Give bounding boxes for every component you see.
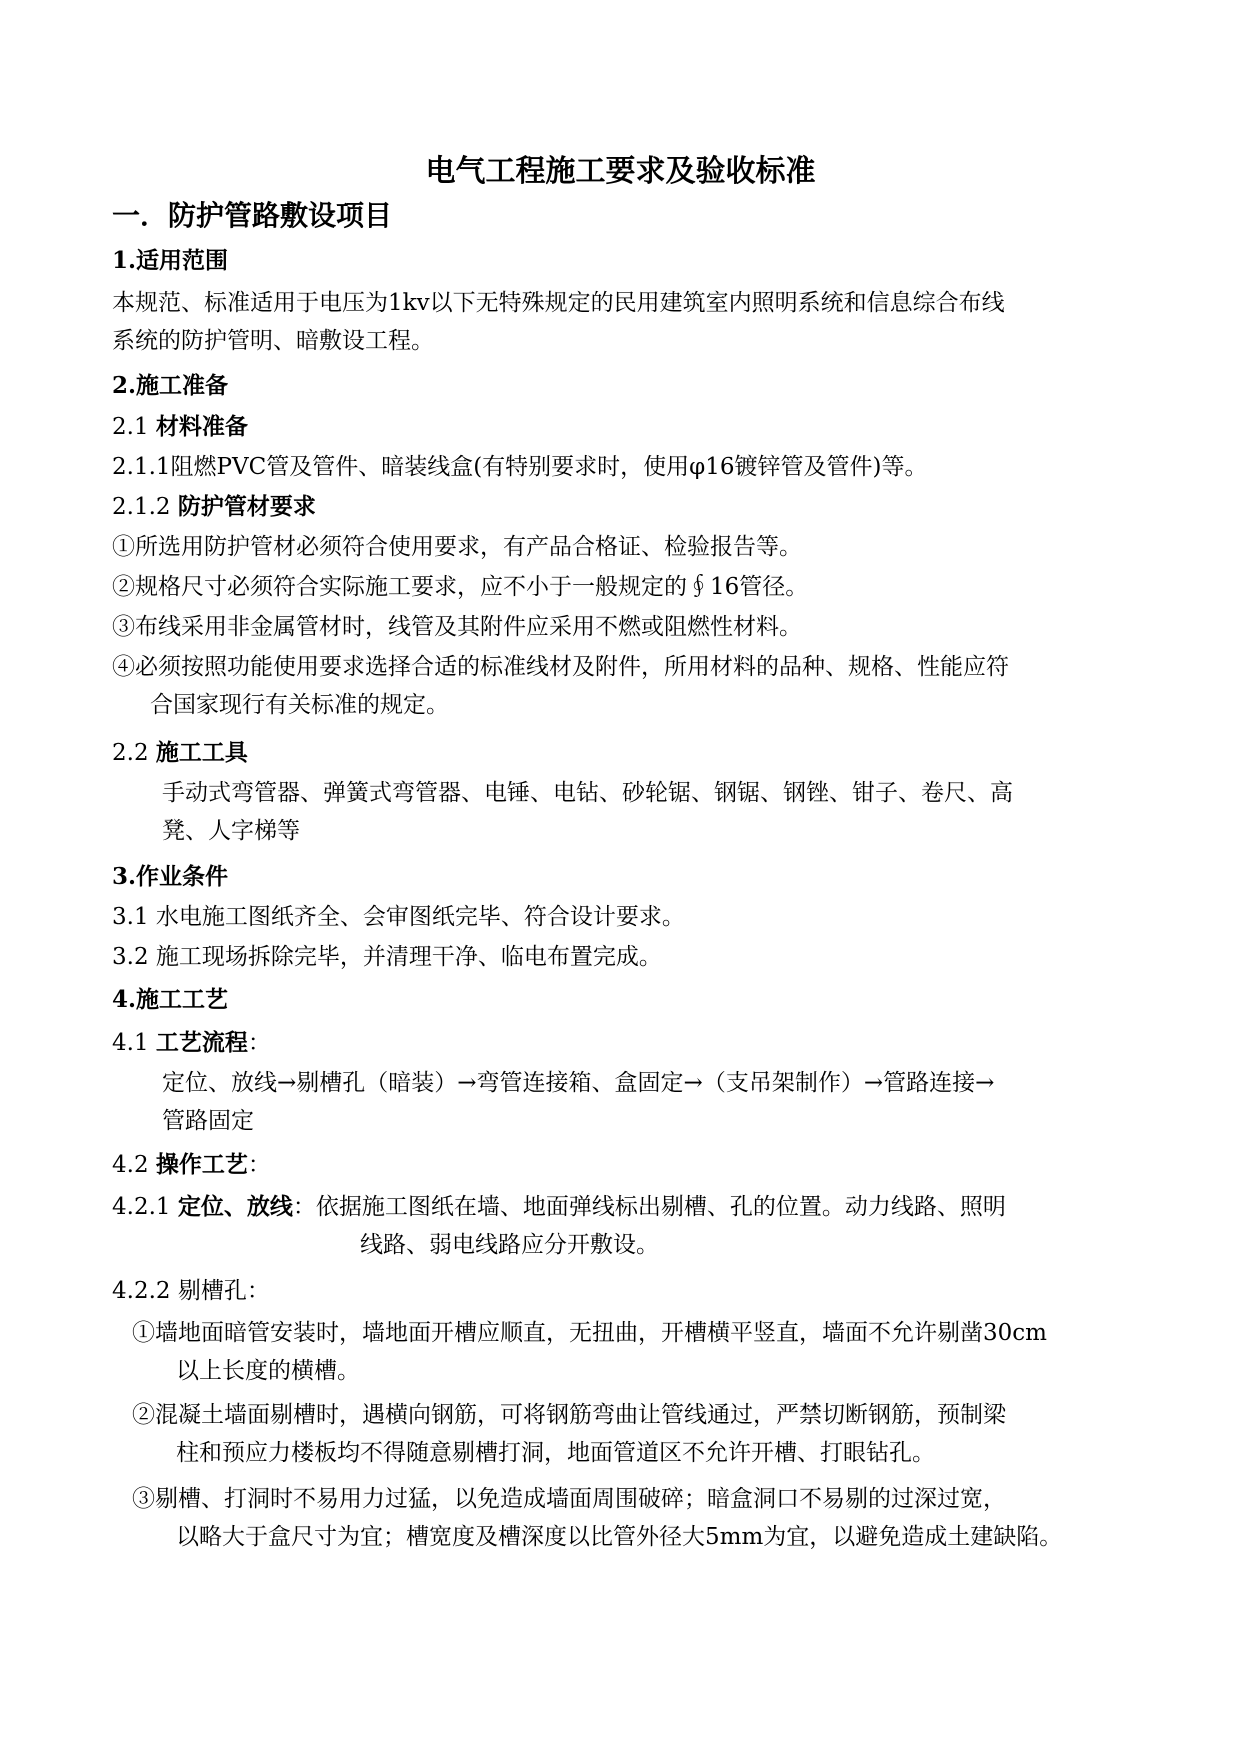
subheading-number: 2.1 — [112, 414, 156, 440]
subheading-number: 2.1.2 — [112, 494, 178, 520]
list-item-continuation: 以略大于盒尺寸为宜；槽宽度及槽深度以比管外径大5mm为宜，以避免造成土建缺陷。 — [176, 1524, 1063, 1550]
paragraph-line: 手动式弯管器、弹簧式弯管器、电锤、电钻、砂轮锯、钢锯、钢锉、钳子、卷尺、高 — [162, 780, 1013, 806]
subheading-colon: ： — [247, 1152, 271, 1178]
subheading-number: 4.1 — [112, 1030, 156, 1056]
list-item: ③剔槽、打洞时不易用力过猛，以免造成墙面周围破碎；暗盒洞口不易剔的过深过宽， — [132, 1486, 1006, 1512]
paragraph-line: 3.2 施工现场拆除完毕，并清理干净、临电布置完成。 — [112, 944, 662, 970]
subheading-number: 4.2.1 — [112, 1194, 178, 1220]
list-item-continuation: 合国家现行有关标准的规定。 — [150, 692, 449, 718]
paragraph-line: 3.1 水电施工图纸齐全、会审图纸完毕、符合设计要求。 — [112, 904, 685, 930]
list-item: ①墙地面暗管安装时，墙地面开槽应顺直，无扭曲，开槽横平竖直，墙面不允许剔凿30cm — [132, 1320, 1047, 1346]
heading-preparation: 2.施工准备 — [112, 372, 229, 399]
heading-scope: 1.适用范围 — [112, 247, 229, 274]
paragraph-line: 系统的防护管明、暗敷设工程。 — [112, 328, 434, 354]
subheading-title: 施工工具 — [155, 739, 248, 766]
document-title: 电气工程施工要求及验收标准 — [425, 154, 816, 189]
list-item-continuation: 以上长度的横槽。 — [176, 1358, 360, 1384]
subheading-materials — [112, 412, 248, 442]
heading-process: 4.施工工艺 — [112, 986, 229, 1013]
subheading-positioning — [112, 1192, 1006, 1222]
paragraph-line: 2.1.1阻燃PVC管及管件、暗装线盒(有特别要求时，使用φ16镀锌管及管件)等。 — [112, 454, 928, 480]
subheading-number: 4.2 — [112, 1152, 156, 1178]
paragraph-line: 本规范、标准适用于电压为1kv以下无特殊规定的民用建筑室内照明系统和信息综合布线 — [112, 290, 1005, 316]
section-heading-1: 一．防护管路敷设项目 — [112, 199, 393, 232]
paragraph-line: 定位、放线→剔槽孔（暗装）→弯管连接箱、盒固定→（支吊架制作）→管路连接→ — [162, 1070, 995, 1096]
paragraph-text: ：依据施工图纸在墙、地面弹线标出剔槽、孔的位置。动力线路、照明 — [292, 1194, 1006, 1220]
subheading-title: 工艺流程 — [155, 1029, 248, 1056]
subheading-chiseling: 4.2.2 剔槽孔： — [112, 1278, 270, 1304]
paragraph-line: 管路固定 — [162, 1108, 254, 1134]
subheading-flow — [112, 1028, 271, 1058]
list-item: ③布线采用非金属管材时，线管及其附件应采用不燃或阻燃性材料。 — [112, 614, 802, 640]
list-item: ④必须按照功能使用要求选择合适的标准线材及附件，所用材料的品种、规格、性能应符 — [112, 654, 1009, 680]
subheading-tools — [112, 738, 248, 768]
list-item: ①所选用防护管材必须符合使用要求，有产品合格证、检验报告等。 — [112, 534, 802, 560]
list-item: ②混凝土墙面剔槽时，遇横向钢筋，可将钢筋弯曲让管线通过，严禁切断钢筋，预制梁 — [132, 1402, 1006, 1428]
heading-conditions: 3.作业条件 — [112, 863, 229, 890]
subheading-title: 定位、放线 — [177, 1193, 293, 1220]
paragraph-line: 线路、弱电线路应分开敷设。 — [360, 1232, 659, 1258]
subheading-operation — [112, 1150, 271, 1180]
list-item: ②规格尺寸必须符合实际施工要求，应不小于一般规定的∮16管径。 — [112, 574, 809, 600]
list-item-continuation: 柱和预应力楼板均不得随意剔槽打洞，地面管道区不允许开槽、打眼钻孔。 — [176, 1440, 935, 1466]
paragraph-line: 凳、人字梯等 — [162, 818, 300, 844]
subheading-pipe-requirements — [112, 492, 316, 522]
subheading-title: 材料准备 — [155, 413, 248, 440]
subheading-title: 操作工艺 — [155, 1151, 248, 1178]
subheading-colon: ： — [247, 1030, 271, 1056]
subheading-number: 2.2 — [112, 740, 156, 766]
subheading-title: 防护管材要求 — [177, 493, 316, 520]
